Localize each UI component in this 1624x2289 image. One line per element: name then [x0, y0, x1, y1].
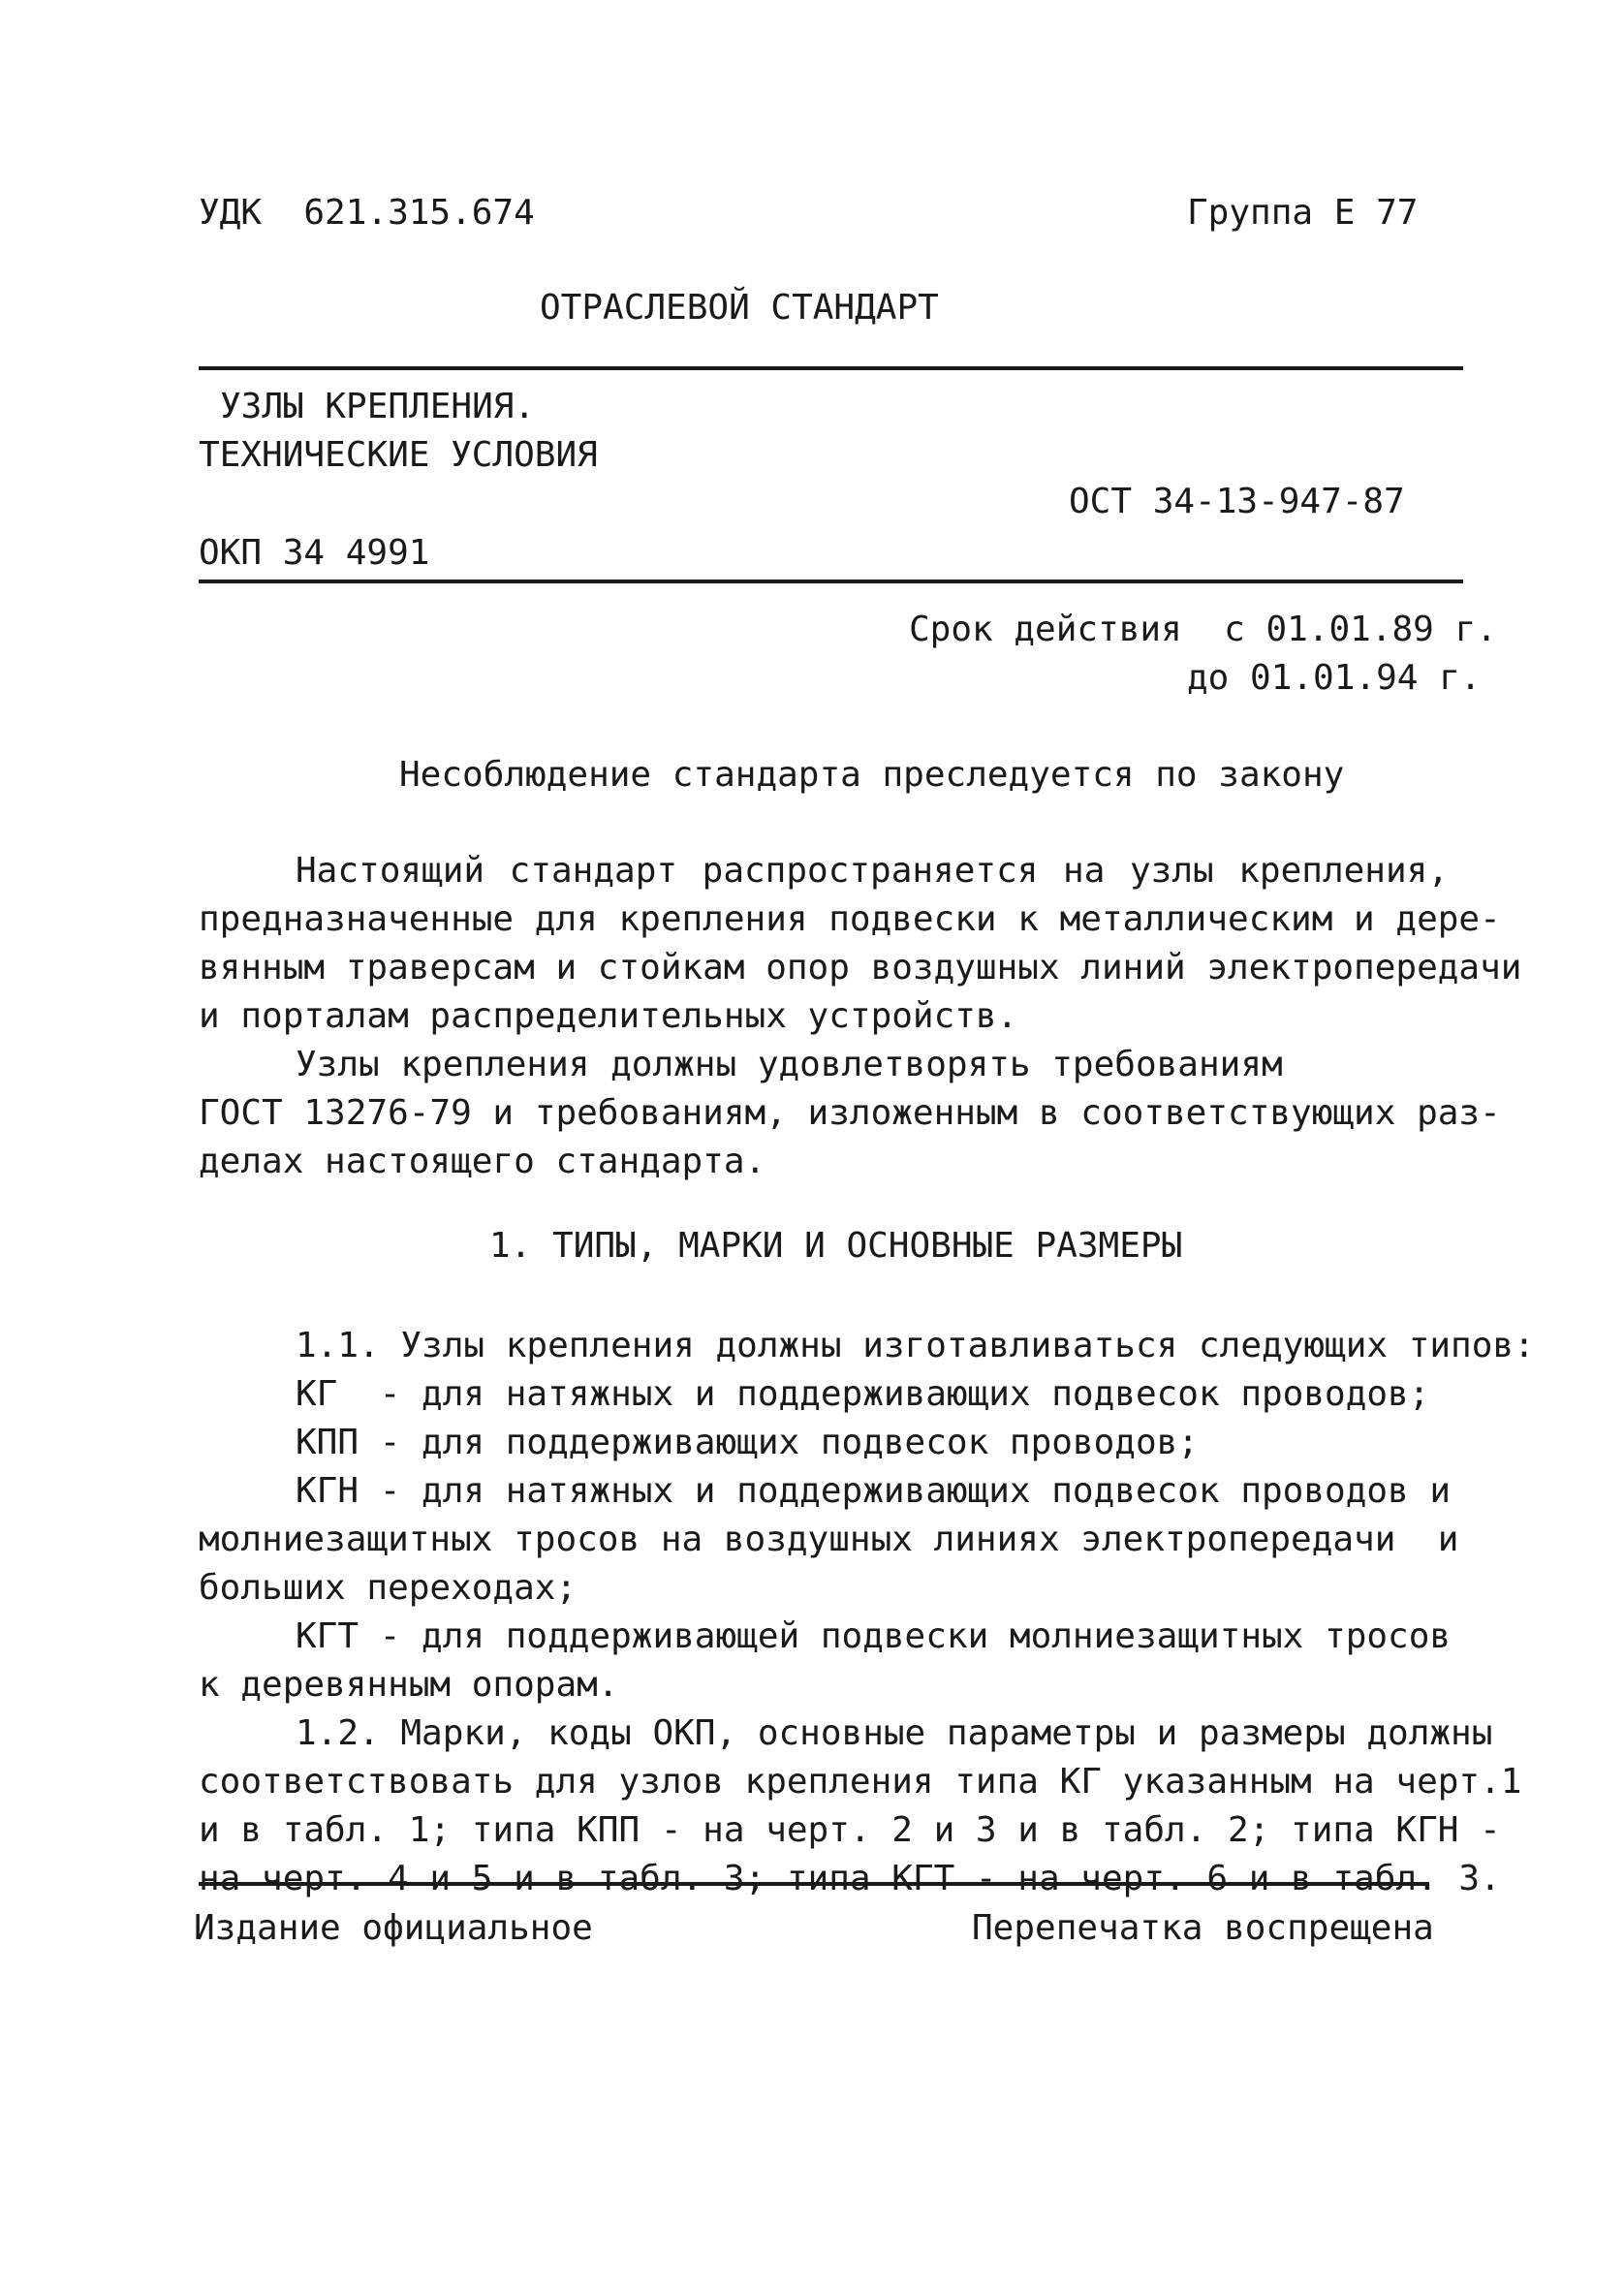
text-line: и порталам распределительных устройств.	[199, 996, 1018, 1036]
text-line: КГН - для натяжных и поддерживающих подвесок проводов и	[296, 1471, 1452, 1511]
validity-to: до 01.01.94 г.	[1187, 658, 1482, 698]
validity-from: Срок действия с 01.01.89 г.	[909, 610, 1497, 649]
text-line: соответствовать для узлов крепления типа КГ указанным на черт.1	[199, 1762, 1522, 1802]
bottom-rule	[199, 580, 1463, 583]
text-line: Узлы крепления должны удовлетворять требованиям	[296, 1045, 1283, 1084]
text-line: на черт. 4 и 5 и в табл. 3; типа КГТ - на черт. 6 и в табл. 3.	[199, 1859, 1501, 1898]
text-line: ГОСТ 13276-79 и требованиям, изложенным в соответствующих раз-	[199, 1093, 1501, 1133]
text-line: больших переходах;	[199, 1568, 578, 1608]
top-rule	[199, 366, 1463, 370]
standard-designation: ОСТ 34-13-947-87	[1069, 482, 1405, 521]
text-line: КГТ - для поддерживающей подвески молниезащитных тросов	[296, 1616, 1452, 1656]
group-code: Группа Е 77	[1187, 193, 1419, 233]
section-1-text	[199, 1322, 1535, 1903]
text-line: и в табл. 1; типа КПП - на черт. 2 и 3 и в табл. 2; типа КГН -	[199, 1810, 1501, 1850]
intro-text	[199, 847, 1522, 1186]
reprint-note: Перепечатка воспрещена	[972, 1908, 1434, 1948]
udk-code: УДК 621.315.674	[199, 193, 535, 233]
footer-rule	[199, 1882, 1429, 1886]
standard-kind: ОТРАСЛЕВОЙ СТАНДАРТ	[540, 288, 939, 328]
text-line: к деревянным опорам.	[199, 1665, 619, 1705]
text-line: КПП - для поддерживающих подвесок проводов;	[296, 1423, 1199, 1462]
text-line: 1.2. Марки, коды ОКП, основные параметры и размеры должны	[296, 1713, 1493, 1753]
text-line: делах настоящего стандарта.	[199, 1142, 766, 1181]
text-line: КГ - для натяжных и поддерживающих подвесок проводов;	[296, 1374, 1430, 1414]
text-line: Настоящий стандарт распространяется на узлы крепления,	[296, 851, 1449, 891]
text-line: вянным траверсам и стойкам опор воздушных линий электропередачи	[199, 948, 1522, 988]
edition-note: Издание официальное	[194, 1908, 593, 1948]
text-line: молниезащитных тросов на воздушных линиях электропередачи и	[199, 1520, 1459, 1559]
title-line-2: ТЕХНИЧЕСКИЕ УСЛОВИЯ	[199, 435, 598, 475]
section-heading: 1. ТИПЫ, МАРКИ И ОСНОВНЫЕ РАЗМЕРЫ	[489, 1226, 1183, 1266]
text-line: 1.1. Узлы крепления должны изготавливаться следующих типов:	[296, 1326, 1535, 1365]
title-line-1: УЗЛЫ КРЕПЛЕНИЯ.	[220, 387, 536, 426]
okp-code: ОКП 34 4991	[199, 533, 430, 573]
legal-notice: Несоблюдение стандарта преследуется по закону	[399, 755, 1345, 795]
text-line: предназначенные для крепления подвески к металлическим и дере-	[199, 899, 1501, 939]
